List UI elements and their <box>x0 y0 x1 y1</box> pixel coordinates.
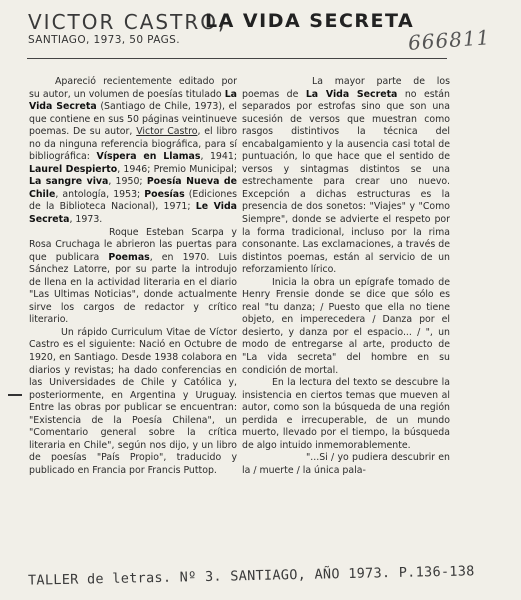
book-title: LA VIDA SECRETA <box>205 10 415 32</box>
right-column <box>242 76 450 478</box>
paragraph: "...Si / yo pudiera descubrir en la / muerte / la única pala- <box>242 452 450 476</box>
paragraph: Roque Esteban Scarpa y Rosa Cruchaga le abrieron las puertas para que publicara Poemas, en 1970. Luis Sánchez Latorre, por su parte la introdujo de llena en la actividad literaria en el diario "Las Ultimas Noticias", donde actualmente sirve los cargos de redactor y crítico literario. <box>29 226 237 326</box>
left-column <box>29 76 237 478</box>
paragraph: Un rápido Curriculum Vitae de Víctor Castro es el siguiente: Nació en Octubre de 1920, en Santiago. Desde 1938 colabora en diarios y revistas; ha dado conferencias en las Universidades de Chile y Católica y, posteriormente, en Argentina y Uruguay. Entre las obras por publicar se encuentran: "Existencia de la Poesía Chilena", un "Comentario general sobre la crítica literaria en Chile", según nos dijo, y un libro de poesías "País Propio", traducido y publicado en Francia por Francis Puttop. <box>29 326 237 476</box>
margin-pencil-mark <box>8 394 22 396</box>
header-divider <box>27 58 447 59</box>
handwritten-source-reference: TALLER de letras. Nº 3. SANTIAGO, AÑO 1973. P.136-138 <box>27 563 475 589</box>
handwritten-catalog-number: 666811 <box>407 25 492 55</box>
paragraph: En la lectura del texto se descubre la insistencia en ciertos temas que mueven al autor, como son la búsqueda de una región perdida e irrecuperable, de un mundo muerto, llevado por el tiempo, la búsqueda de algo intuido inmemorablemente. <box>242 377 450 451</box>
book-author: VICTOR CASTRO, <box>28 10 227 34</box>
paragraph: Apareció recientemente editado por su autor, un volumen de poesías titulado La Vida Secreta (Santiago de Chile, 1973), el que contiene en sus 50 páginas veintinueve poemas. De su autor, Victor Castro, el libro no da ninguna referencia biográfica, para sí bibliográfica: Víspera en Llamas, 1941; Laurel Despierto, 1946; Premio Municipal; La sangre viva, 1950; Poesía Nueva de Chile, antología, 1953; Poesías (Ediciones de la Biblioteca Nacional), 1971; Le Vida Secreta, 1973. <box>29 76 238 226</box>
paragraph: Inicia la obra un epígrafe tomado de Henry Frensie donde se dice que sólo es real "tu danza; / Puesto que ella no tiene objeto, en imperecedera / Danza por el desierto, y danza por el espacio... / ", un modo de entregarse al arte, producto de "La vida secreta" del hombre en su condición de mortal. <box>242 276 450 376</box>
publication-info: SANTIAGO, 1973, 50 PAGS. <box>28 34 180 46</box>
paragraph: La mayor parte de los poemas de La Vida Secreta no están separados por estrofas sino que son una sucesión de versos que muestran como rasgos distintivos la técnica del encabalgamiento y la ausencia casi total de puntuación, lo que hace que el sentido de versos y sintagmas distintos se una estrechamente para crear uno nuevo. Excepción a dichas estructuras es la presencia de dos sonetos: "Viajes" y "Como Siempre", donde se advierte el respeto por la forma tradicional, incluso por la rima consonante. Las exclamaciones, a través de distintos poemas, están al servicio de un reforzamiento lírico. <box>242 76 450 276</box>
